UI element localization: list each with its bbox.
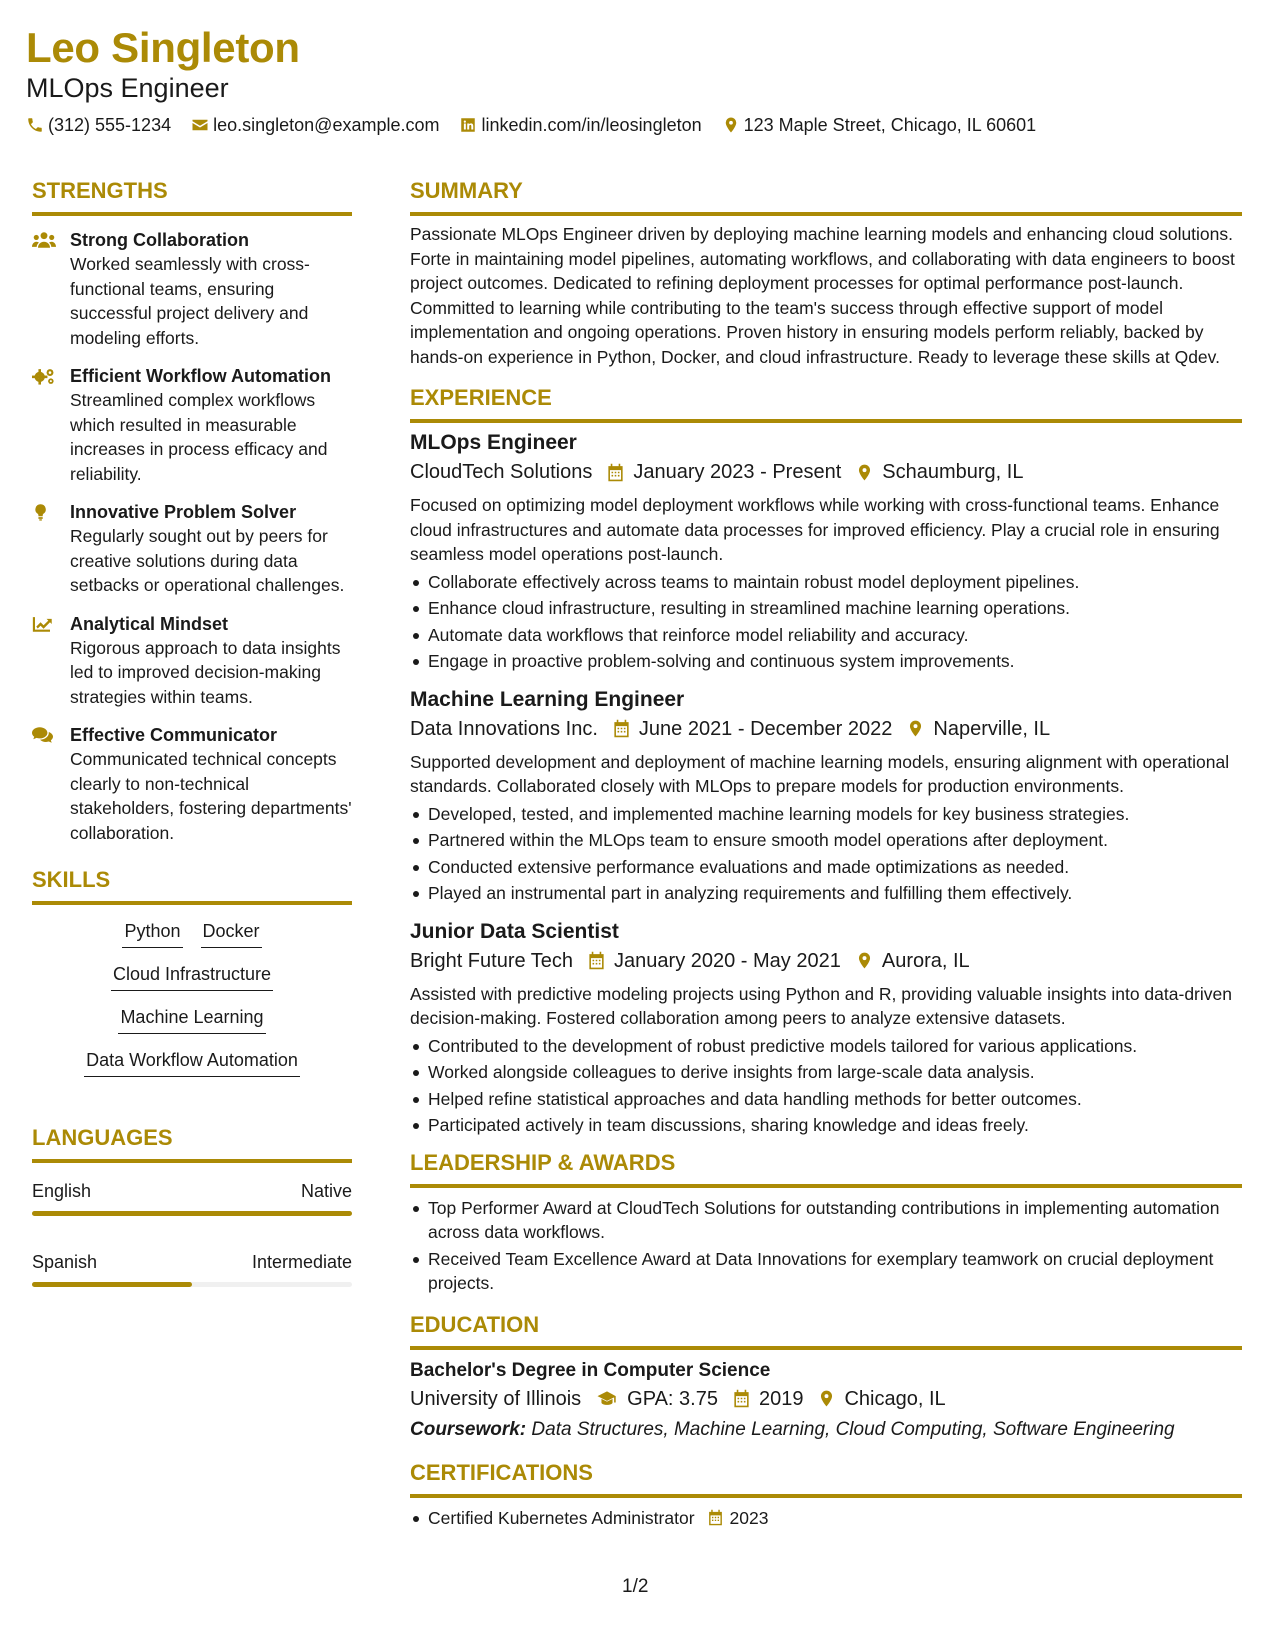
- address-text: 123 Maple Street, Chicago, IL 60601: [743, 115, 1037, 135]
- contact-email[interactable]: [191, 114, 439, 136]
- job-description: Assisted with predictive modeling projects using Python and R, providing valuable insights into data-driven decision-making. Fostered collaboration among peers to analyze extensive datasets.: [410, 983, 1232, 1028]
- strength-item: [32, 364, 352, 486]
- linkedin-text[interactable]: linkedin.com/in/leosingleton: [481, 115, 702, 135]
- strength-desc: Regularly sought out by peers for creative solutions during data setbacks or operational challenges.: [70, 526, 345, 595]
- skills-section: [32, 867, 352, 1091]
- list-item: Helped refine statistical approaches and data handling methods for better outcomes.: [410, 1087, 1242, 1112]
- list-item: Played an instrumental part in analyzing requirements and fulfilling them effectively.: [410, 881, 1242, 906]
- certifications-list: [410, 1506, 1242, 1531]
- strength-item: [32, 723, 352, 845]
- education-section: [410, 1312, 1242, 1444]
- list-item: Participated actively in team discussions, sharing knowledge and ideas freely.: [410, 1113, 1242, 1138]
- section-title: SKILLS: [32, 867, 111, 892]
- envelope-icon: [191, 116, 209, 134]
- contact-bar: [26, 114, 1246, 136]
- job-meta: [410, 946, 1242, 976]
- calendar-icon: [606, 463, 625, 482]
- language-level: Native: [300, 1181, 352, 1201]
- strength-desc: Rigorous approach to data insights led to improved decision-making strategies within teams.: [70, 637, 341, 707]
- candidate-name: Leo Singleton: [26, 24, 300, 71]
- strength-desc: Worked seamlessly with cross-functional teams, ensuring successful project delivery and modeling efforts.: [70, 254, 310, 348]
- list-item: Worked alongside colleagues to derive insights from large-scale data analysis.: [410, 1060, 1242, 1085]
- skill-tag: Machine Learning: [118, 1005, 265, 1034]
- language-name: English: [32, 1181, 92, 1201]
- job-title: Junior Data Scientist: [410, 919, 619, 943]
- skill-tag: Python: [122, 919, 182, 948]
- job-company: CloudTech Solutions: [410, 461, 593, 483]
- list-item: Contributed to the development of robust predictive models tailored for various applications.: [410, 1034, 1242, 1059]
- certification-name: Certified Kubernetes Administrator: [428, 1507, 695, 1528]
- language-proficiency-bar: [32, 1282, 352, 1287]
- skills-list: [32, 917, 352, 1091]
- coursework-list: Data Structures, Machine Learning, Cloud Computing, Software Engineering: [531, 1418, 1175, 1440]
- job-bullets: [410, 570, 1242, 674]
- email-text[interactable]: leo.singleton@example.com: [213, 115, 440, 135]
- job-description: Focused on optimizing model deployment workflows while working with cross-functional teams. Enhance cloud infrastructures and automate data processes for improved efficiency. Play a crucial role in ensuring seamless model operations post-launch.: [410, 495, 1220, 564]
- job-entry: [410, 429, 1242, 674]
- degree-title: Bachelor's Degree in Computer Science: [410, 1359, 771, 1381]
- list-item: [410, 1506, 1242, 1531]
- section-title: LEADERSHIP & AWARDS: [410, 1149, 676, 1175]
- list-item: Conducted extensive performance evaluations and made optimizations as needed.: [410, 855, 1242, 880]
- certifications-section: [410, 1460, 1242, 1531]
- chart-line-icon: [32, 614, 56, 634]
- resume-header: [26, 22, 1246, 136]
- section-divider: [32, 1159, 352, 1163]
- job-description: Supported development and deployment of machine learning models, ensuring alignment with operational standards. Collaborated closely with MLOps to prepare models for production environments.: [410, 751, 1230, 796]
- section-divider: [410, 212, 1242, 216]
- contact-address: [722, 114, 1037, 136]
- job-title: Machine Learning Engineer: [410, 687, 685, 711]
- job-company: Bright Future Tech: [410, 949, 574, 972]
- language-proficiency-fill: [32, 1211, 352, 1216]
- coursework: [410, 1416, 1242, 1444]
- section-title: EXPERIENCE: [410, 385, 552, 410]
- strength-title: Efficient Workflow Automation: [70, 366, 331, 386]
- strength-item: [32, 612, 352, 710]
- graduation-year: 2019: [758, 1387, 804, 1410]
- contact-phone: [26, 114, 171, 136]
- strengths-section: [32, 178, 352, 845]
- strength-desc: Communicated technical concepts clearly to non-technical stakeholders, fostering departments' collaboration.: [70, 749, 352, 843]
- list-item: Top Performer Award at CloudTech Solutions for outstanding contributions in implementing automation across data workflows.: [410, 1196, 1242, 1245]
- left-column: [32, 178, 352, 1307]
- language-proficiency-fill: [32, 1282, 192, 1287]
- location-pin-icon: [855, 463, 874, 482]
- gears-icon: [32, 366, 56, 386]
- calendar-icon: [587, 951, 606, 970]
- job-company: Data Innovations Inc.: [410, 717, 598, 740]
- strength-desc: Streamlined complex workflows which resulted in measurable increases in process efficacy and reliability.: [70, 390, 328, 484]
- phone-icon: [26, 116, 44, 134]
- awards-list: [410, 1196, 1242, 1296]
- experience-section: [410, 385, 1242, 1138]
- certification-year: 2023: [729, 1507, 769, 1528]
- job-bullets: [410, 802, 1242, 906]
- section-divider: [410, 1346, 1242, 1350]
- location-pin-icon: [906, 719, 925, 738]
- language-item: [32, 1250, 352, 1287]
- calendar-icon: [612, 719, 631, 738]
- linkedin-icon: [459, 116, 477, 134]
- section-title: CERTIFICATIONS: [410, 1459, 593, 1485]
- job-title: MLOps Engineer: [410, 431, 577, 454]
- language-level: Intermediate: [251, 1252, 352, 1272]
- section-title: STRENGTHS: [32, 178, 168, 203]
- job-bullets: [410, 1034, 1242, 1138]
- summary-text: Passionate MLOps Engineer driven by deploying machine learning models and enhancing cloud solutions. Forte in maintaining model pipelines, automating workflows, and collaborating with data engineers to boost project outcomes. Dedicated to refining deployment processes for optimal performance post-launch. Committed to learning while contributing to the team's success through effective support of model implementation and ongoing operations. Proven history in ensuring models perform reliably, backed by hands-on experience in Python, Docker, and cloud infrastructure. Ready to leverage these skills at Qdev.: [410, 224, 1235, 367]
- contact-linkedin[interactable]: [459, 114, 701, 136]
- summary-section: [410, 178, 1242, 369]
- school-location: Chicago, IL: [844, 1387, 946, 1410]
- job-dates: January 2020 - May 2021: [614, 949, 841, 972]
- job-location: Aurora, IL: [881, 949, 970, 972]
- skill-tag: Cloud Infrastructure: [111, 962, 273, 991]
- awards-section: [410, 1150, 1242, 1296]
- strength-title: Strong Collaboration: [70, 230, 249, 250]
- lightbulb-icon: [32, 502, 56, 522]
- job-location: Naperville, IL: [933, 717, 1051, 740]
- coursework-label: Coursework:: [410, 1418, 527, 1440]
- location-pin-icon: [855, 951, 874, 970]
- skill-tag: Data Workflow Automation: [84, 1048, 300, 1077]
- skill-tag: Docker: [201, 919, 262, 948]
- comments-icon: [32, 725, 56, 745]
- phone-text: (312) 555-1234: [48, 115, 172, 135]
- list-item: Developed, tested, and implemented machine learning models for key business strategies.: [410, 802, 1242, 827]
- list-item: Engage in proactive problem-solving and continuous system improvements.: [410, 649, 1242, 674]
- education-meta: [410, 1384, 1242, 1414]
- page-number: 1/2: [622, 1576, 649, 1597]
- strength-item: [32, 228, 352, 350]
- candidate-role: MLOps Engineer: [26, 73, 229, 103]
- language-name: Spanish: [32, 1252, 98, 1272]
- section-divider: [32, 212, 352, 216]
- job-meta: [410, 714, 1242, 744]
- school-name: University of Illinois: [410, 1387, 582, 1410]
- location-pin-icon: [817, 1389, 836, 1408]
- languages-section: [32, 1125, 352, 1287]
- list-item: Received Team Excellence Award at Data Innovations for exemplary teamwork on crucial deployment projects.: [410, 1247, 1242, 1296]
- list-item: Partnered within the MLOps team to ensure smooth model operations after deployment.: [410, 828, 1242, 853]
- calendar-icon: [732, 1389, 751, 1408]
- calendar-icon: [707, 1509, 724, 1526]
- language-item: [32, 1179, 352, 1216]
- section-divider: [32, 901, 352, 905]
- section-divider: [410, 1184, 1242, 1188]
- job-dates: June 2021 - December 2022: [638, 717, 893, 740]
- users-icon: [32, 230, 56, 250]
- list-item: Collaborate effectively across teams to maintain robust model deployment pipelines.: [410, 570, 1242, 595]
- strength-title: Effective Communicator: [70, 725, 278, 745]
- job-meta: [410, 457, 1242, 487]
- section-divider: [410, 419, 1242, 423]
- strength-title: Innovative Problem Solver: [70, 502, 297, 522]
- job-entry: [410, 686, 1242, 906]
- section-divider: [410, 1494, 1242, 1498]
- section-title: LANGUAGES: [32, 1125, 173, 1150]
- graduation-cap-icon: [595, 1389, 619, 1408]
- right-column: [410, 178, 1242, 1532]
- section-title: EDUCATION: [410, 1311, 540, 1337]
- list-item: Automate data workflows that reinforce model reliability and accuracy.: [410, 623, 1242, 648]
- list-item: Enhance cloud infrastructure, resulting in streamlined machine learning operations.: [410, 596, 1242, 621]
- strength-item: [32, 500, 352, 598]
- job-entry: [410, 918, 1242, 1138]
- location-pin-icon: [722, 116, 740, 134]
- job-dates: January 2023 - Present: [633, 461, 842, 483]
- language-proficiency-bar: [32, 1211, 352, 1216]
- gpa: GPA: 3.75: [627, 1387, 718, 1410]
- strength-title: Analytical Mindset: [70, 613, 229, 634]
- section-title: SUMMARY: [410, 178, 523, 203]
- job-location: Schaumburg, IL: [882, 461, 1024, 483]
